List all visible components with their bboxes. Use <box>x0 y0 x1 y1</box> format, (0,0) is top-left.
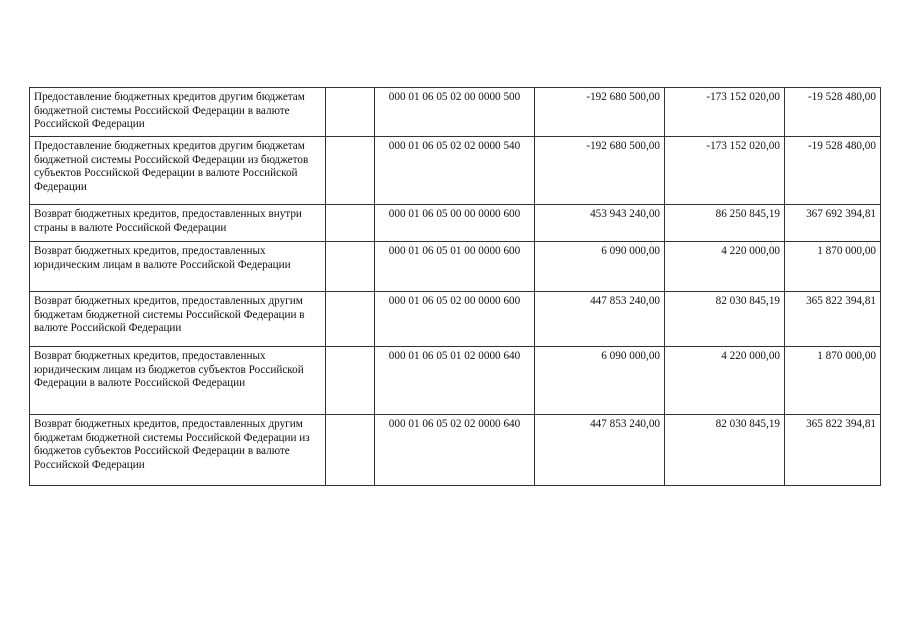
row-remainder: -19 528 480,00 <box>785 137 881 205</box>
row-remainder: 365 822 394,81 <box>785 292 881 347</box>
row-actual: 4 220 000,00 <box>665 242 785 292</box>
row-name: Возврат бюджетных кредитов, предоставленных юридическим лицам из бюджетов субъектов Российской Федерации в валюте Российской Федерации <box>30 347 326 415</box>
row-plan: 6 090 000,00 <box>535 347 665 415</box>
row-plan: 447 853 240,00 <box>535 292 665 347</box>
row-remainder: 1 870 000,00 <box>785 242 881 292</box>
row-actual: -173 152 020,00 <box>665 137 785 205</box>
empty-cell <box>326 347 375 415</box>
empty-cell <box>326 137 375 205</box>
table-row <box>30 415 881 486</box>
row-remainder: 1 870 000,00 <box>785 347 881 415</box>
row-actual: 82 030 845,19 <box>665 292 785 347</box>
empty-cell <box>326 242 375 292</box>
row-remainder: -19 528 480,00 <box>785 88 881 137</box>
row-name: Возврат бюджетных кредитов, предоставленных внутри страны в валюте Российской Федерации <box>30 205 326 242</box>
empty-cell <box>326 292 375 347</box>
table-row <box>30 88 881 137</box>
row-actual: -173 152 020,00 <box>665 88 785 137</box>
row-plan: 453 943 240,00 <box>535 205 665 242</box>
row-code: 000 01 06 05 02 02 0000 640 <box>375 415 535 486</box>
row-remainder: 365 822 394,81 <box>785 415 881 486</box>
row-plan: -192 680 500,00 <box>535 88 665 137</box>
row-code: 000 01 06 05 00 00 0000 600 <box>375 205 535 242</box>
row-code: 000 01 06 05 02 00 0000 600 <box>375 292 535 347</box>
row-code: 000 01 06 05 02 00 0000 500 <box>375 88 535 137</box>
row-actual: 4 220 000,00 <box>665 347 785 415</box>
table-row <box>30 242 881 292</box>
row-plan: -192 680 500,00 <box>535 137 665 205</box>
table-row <box>30 292 881 347</box>
row-code: 000 01 06 05 01 02 0000 640 <box>375 347 535 415</box>
row-name: Предоставление бюджетных кредитов другим бюджетам бюджетной системы Российской Федерации из бюджетов субъектов Российской Федерации в валюте Российской Федерации <box>30 137 326 205</box>
row-remainder: 367 692 394,81 <box>785 205 881 242</box>
row-name: Предоставление бюджетных кредитов другим бюджетам бюджетной системы Российской Федерации в валюте Российской Федерации <box>30 88 326 137</box>
row-actual: 86 250 845,19 <box>665 205 785 242</box>
row-name: Возврат бюджетных кредитов, предоставленных другим бюджетам бюджетной системы Российской Федерации из бюджетов субъектов Российской Федерации в валюте Российской Федерации <box>30 415 326 486</box>
budget-table <box>29 87 881 486</box>
row-name: Возврат бюджетных кредитов, предоставленных другим бюджетам бюджетной системы Российской Федерации в валюте Российской Федерации <box>30 292 326 347</box>
row-plan: 447 853 240,00 <box>535 415 665 486</box>
row-name: Возврат бюджетных кредитов, предоставленных юридическим лицам в валюте Российской Федерации <box>30 242 326 292</box>
empty-cell <box>326 88 375 137</box>
table-row <box>30 347 881 415</box>
empty-cell <box>326 205 375 242</box>
row-plan: 6 090 000,00 <box>535 242 665 292</box>
table-row <box>30 137 881 205</box>
empty-cell <box>326 415 375 486</box>
row-code: 000 01 06 05 01 00 0000 600 <box>375 242 535 292</box>
row-actual: 82 030 845,19 <box>665 415 785 486</box>
table-row <box>30 205 881 242</box>
row-code: 000 01 06 05 02 02 0000 540 <box>375 137 535 205</box>
